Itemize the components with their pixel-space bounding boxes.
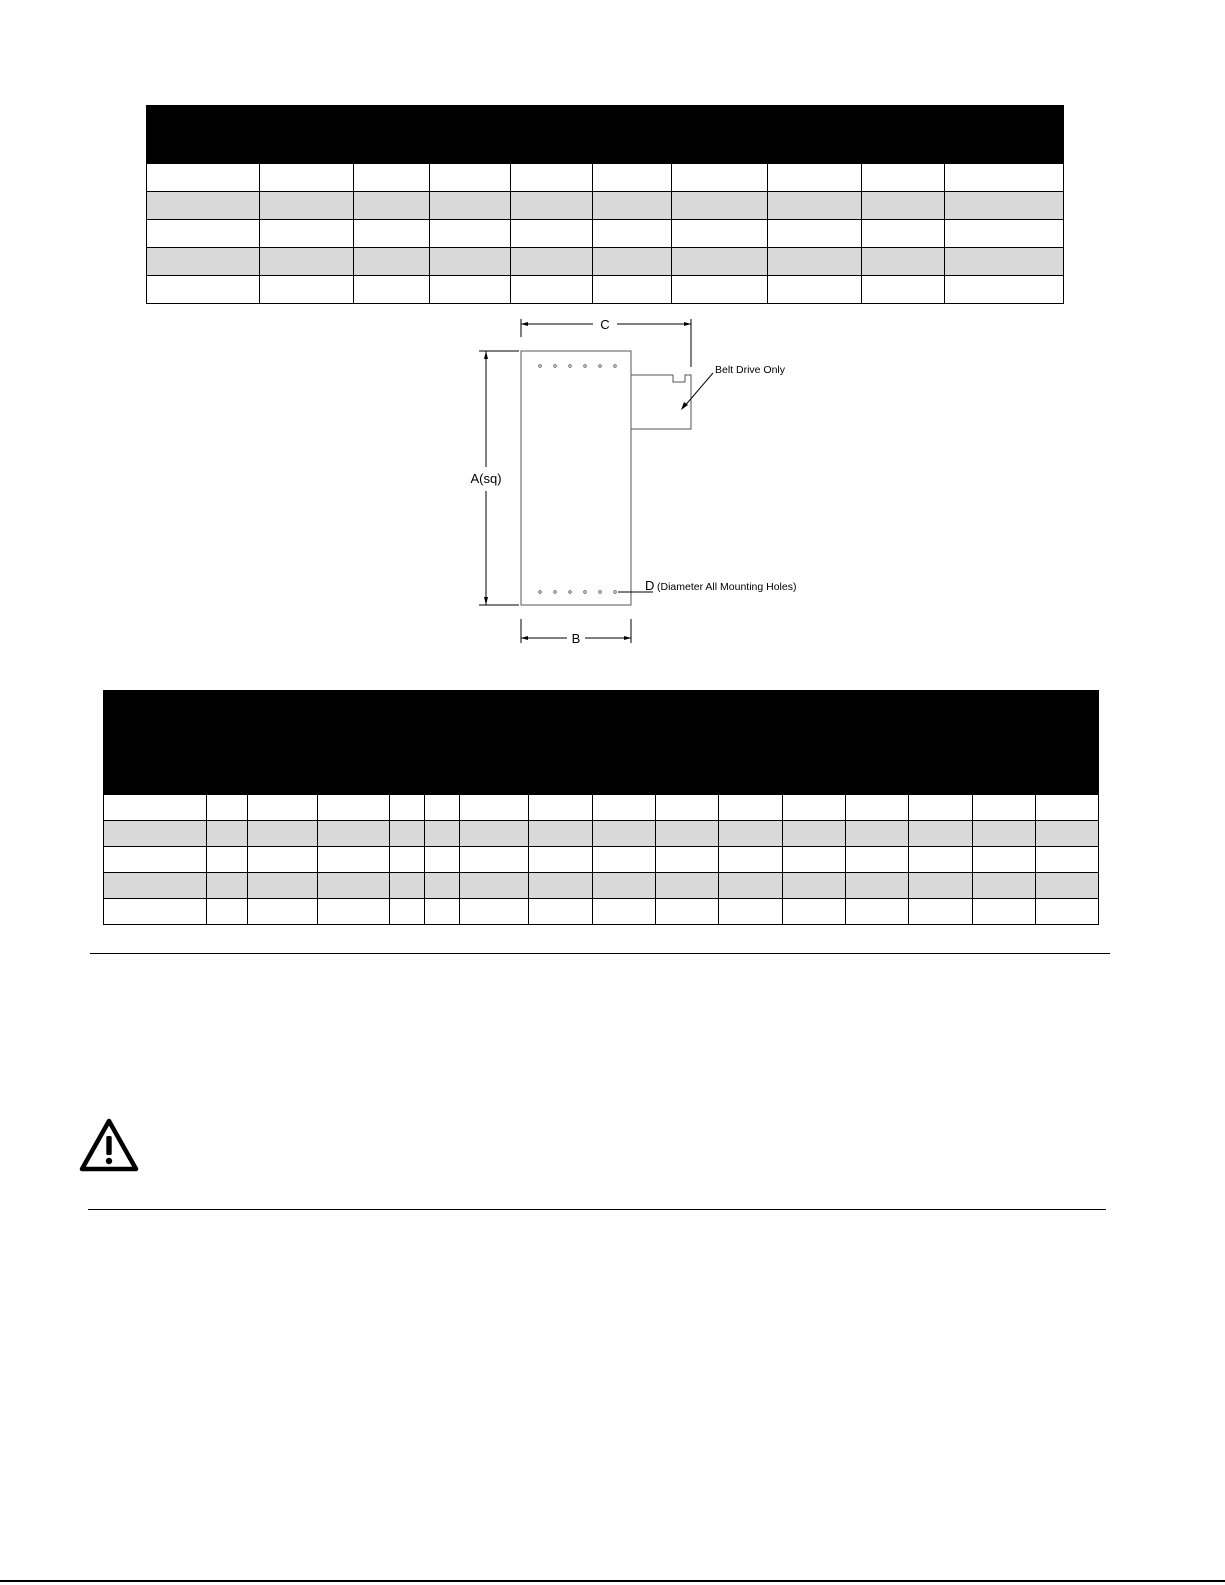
belt-drive-note: Belt Drive Only: [715, 364, 786, 376]
table-row: [147, 192, 1064, 220]
mounting-holes-note: (Diameter All Mounting Holes): [657, 581, 797, 593]
page-footer-rule: [0, 1580, 1225, 1582]
table-row: [147, 276, 1064, 304]
table-row: [147, 220, 1064, 248]
dimensions-table: [146, 105, 1064, 304]
section-divider-bottom: [88, 1209, 1106, 1210]
table-row: [104, 795, 1099, 821]
dimension-b-label: B: [571, 631, 581, 646]
dimension-diagram: [415, 315, 855, 650]
section-divider-top: [90, 953, 1110, 954]
table-row: [104, 873, 1099, 899]
dimension-c-label: C: [600, 317, 610, 332]
dimension-d-label: D: [645, 578, 655, 593]
warning-triangle-icon: [78, 1117, 140, 1173]
table-row: [104, 899, 1099, 925]
table-row: [147, 248, 1064, 276]
specifications-table: [103, 690, 1099, 925]
table-row: [104, 821, 1099, 847]
table-row: [104, 847, 1099, 873]
table-row: [147, 164, 1064, 192]
dimension-a-label: A(sq): [470, 471, 502, 486]
unit-outline: [521, 351, 631, 605]
table-header-row: [147, 106, 1064, 164]
table-header-row: [104, 691, 1099, 795]
